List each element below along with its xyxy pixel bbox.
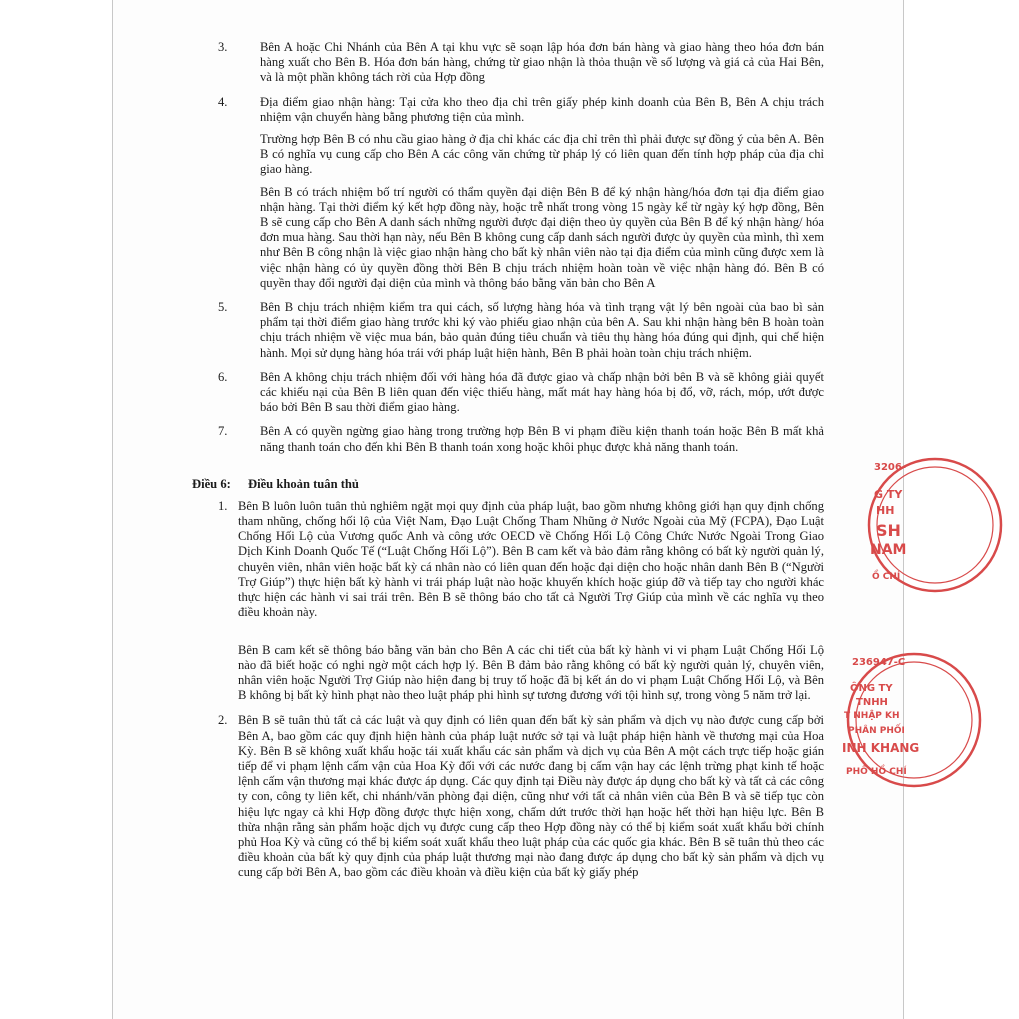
article-title: Điều khoản tuân thủ: [248, 476, 359, 491]
delivery-item-paragraph: Bên B có trách nhiệm bố trí người có thẩm quyền đại diện Bên B để ký nhận hàng/hóa đơn tại địa điểm giao nhận hàng. Tại thời điểm ký kết hợp đồng này, hoặc trễ nhất trong vòng 15 ngày kể từ ngày ký hợp đồng, Bên B sẽ cung cấp cho Bên A danh sách những người được đại diện theo ủy quyền của Bên B để ký nhận hàng/ hóa đơn mua hàng. Sau thời hạn này, nếu Bên B không cung cấp danh sách người được ủy quyền của mình, thì xem như Bên B công nhận là việc giao nhận hàng cho bất kỳ nhân viên nào tại địa điểm của mình cũng được xem là việc nhận hàng có ủy quyền đồng thời Bên B chịu trách nhiệm hoàn toàn về việc nhận hàng đó. Bên B có quyền thay đổi người đại diện của mình và thông báo bằng văn bản cho Bên A: [260, 184, 824, 290]
delivery-item-paragraph: Địa điểm giao nhận hàng: Tại cửa kho theo địa chỉ trên giấy phép kinh doanh của Bên B, Bên A chịu trách nhiệm vận chuyển hàng bằng phương tiện của mình.: [260, 94, 824, 124]
compliance-clause-paragraph: Bên B luôn luôn tuân thủ nghiêm ngặt mọi quy định của pháp luật, bao gồm nhưng không giới hạn quy định chống tham nhũng, chống hối lộ của Việt Nam, Đạo Luật Chống Tham Nhũng ở Nước Ngoài của Mỹ (FCPA), Đạo Luật Chống Hối Lộ của Vương quốc Anh và công ước OECD về Chống Hối Lộ Công Chức Nước Ngoài Trong Giao Dịch Kinh Doanh Quốc Tế (“Luật Chống Hối Lộ”). Bên B cam kết và bảo đảm rằng không có bất kỳ người quản lý, chuyên viên, nhân viên hoặc bất kỳ cá nhân nào có liên quan đến hoặc đại diện cho hoặc nhân danh Bên B (“Người Trợ Giúp”) thực hiện bất kỳ hành vi trái pháp luật nào hoặc khuyến khích hoặc giúp đỡ và tiếp tay cho người khác thực hiện các hành vi sai trái trên. Bên B sẽ thông báo cho tất cả Người Trợ Giúp của mình về các nghĩa vụ theo điều khoản này.: [238, 498, 824, 620]
seal-text: NAM: [870, 542, 907, 558]
seal-text: 3206-: [874, 462, 906, 473]
compliance-clause-number: 2.: [218, 713, 228, 728]
seal-text: INH KHANG: [842, 741, 920, 755]
company-seal-partial-1: [860, 455, 908, 595]
article-heading: [192, 477, 824, 493]
delivery-item-number: 6.: [218, 369, 228, 384]
delivery-item-paragraph: Bên A có quyền ngừng giao hàng trong trường hợp Bên B vi phạm điều kiện thanh toán hoặc Bên B mất khả năng thanh toán cho đến khi Bên B thanh toán xong hoặc khôi phục được khả năng thanh toán.: [260, 424, 824, 454]
seal-text: SH: [876, 521, 901, 540]
delivery-items-list: [192, 40, 824, 455]
seal-text: TNHH: [856, 697, 888, 708]
seal-text: PHÂN PHỐI: [848, 726, 905, 736]
delivery-item-1: [192, 40, 824, 86]
compliance-clauses-list: [192, 499, 824, 881]
delivery-item-paragraph: Trường hợp Bên B có nhu cầu giao hàng ở địa chỉ khác các địa chỉ trên thì phải được sự đồng ý của bên A. Bên B có nghĩa vụ cung cấp cho Bên A các công văn chứng từ pháp lý có liên quan đến tính hợp pháp của địa chỉ giao hàng.: [260, 132, 824, 177]
delivery-item-number: 4.: [218, 94, 228, 109]
document-content: [192, 40, 824, 891]
seal-text: G TY: [874, 488, 903, 501]
compliance-clause-1: [192, 499, 824, 703]
company-seal-partial-2: [836, 650, 920, 790]
delivery-item-paragraph: Bên B chịu trách nhiệm kiểm tra qui cách, số lượng hàng hóa và tình trạng vật lý bên ngoài của bao bì sản phẩm tại thời điểm giao hàng trước khi ký vào phiếu giao nhận của bên A. Sau khi nhận hàng bên B hoàn toàn chịu trách nhiệm về việc mua bán, bảo quản đúng tiêu chuẩn và tiêu thụ hàng hóa đúng qui định, qui chế hiện hành. Mọi sử dụng hàng hóa trái với pháp luật hiện hành, Bên B phải hoàn toàn chịu trách nhiệm.: [260, 300, 824, 360]
delivery-item-5: [192, 424, 824, 454]
seal-text: HH: [876, 504, 895, 517]
compliance-clause-paragraph: Bên B cam kết sẽ thông báo bằng văn bản cho Bên A các chi tiết của bất kỳ hành vi vi phạm Luật Chống Hối Lộ nào đã biết hoặc có nghi ngờ một cách hợp lý. Bên B đảm bảo rằng không có bất kỳ người quản lý, chuyên viên, nhân viên hoặc Người Trợ Giúp nào hiện đang bị truy tố hoặc đã bị kết án do vi phạm Luật Chống Hối Lộ, và Bên B không bị bất kỳ hình phạt nào theo luật pháp phi hình sự tương đương với tội hình sự, trong vòng 5 năm trở lại.: [238, 642, 824, 703]
seal-text: ÔNG TY: [850, 683, 893, 694]
delivery-item-number: 5.: [218, 300, 228, 315]
seal-text: Ồ CHÍ: [872, 572, 901, 582]
seal-text: PHỐ HỒ CHÍ: [846, 767, 907, 777]
delivery-item-number: 3.: [218, 40, 228, 54]
seal-text: 236947-C: [852, 657, 906, 668]
delivery-item-number: 7.: [218, 424, 228, 439]
compliance-clause-number: 1.: [218, 498, 228, 513]
seal-text: T NHẬP KH: [844, 711, 900, 721]
delivery-item-2: [192, 95, 824, 291]
delivery-item-paragraph: Bên A hoặc Chi Nhánh của Bên A tại khu vực sẽ soạn lập hóa đơn bán hàng và giao hàng theo hóa đơn bán hàng xuất cho Bên B. Hóa đơn bán hàng, chứng từ giao nhận là thỏa thuận về số lượng và giá cả của Hai Bên, và là một phần không tách rời của Hợp đồng: [260, 40, 824, 85]
article-number: Điều 6:: [192, 476, 231, 491]
delivery-item-paragraph: Bên A không chịu trách nhiệm đối với hàng hóa đã được giao và chấp nhận bởi bên B và sẽ không giải quyết các khiếu nại của Bên B liên quan đến việc thiếu hàng, mất mát hay hàng hóa bị đổ, vỡ, rách, móp, ướt được báo bởi Bên B sau thời điểm giao hàng.: [260, 369, 824, 415]
compliance-clause-paragraph: Bên B sẽ tuân thủ tất cả các luật và quy định có liên quan đến bất kỳ sản phẩm và dịch vụ nào được cung cấp bởi Bên A, bao gồm các quy định hiện hành của pháp luật nước sở tại và luật pháp hiện hành về thương mại của Hoa Kỳ. Bên B sẽ không xuất khẩu hoặc tái xuất khẩu các sản phẩm và dịch vụ của Bên A một cách trực tiếp hoặc gián tiếp để vi phạm lệnh cấm vận của Hoa Kỳ đối với các nước đang bị cấm vận hay các lệnh trừng phạt kinh tế hoặc lệnh cấm vận thương mại khác được áp dụng. Các quy định tại Điều này được áp dụng cho bất kỳ và tất cả các công ty con, công ty liên kết, chi nhánh/văn phòng đại diện, cũng như với tất cả nhân viên của Bên B và sẽ tiếp tục còn hiệu lực ngay cả khi Hợp đồng được thực hiện xong, chấm dứt trước thời hạn hoặc hết thời hạn hiệu lực. Bên B thừa nhận rằng sản phẩm hoặc dịch vụ được cung cấp theo Hợp đồng này có thể bị kiểm soát xuất khẩu bởi chính phủ Hoa Kỳ và cũng có thể bị kiểm soát xuất khẩu theo luật pháp của các quốc gia khác. Bên B sẽ tuân thủ theo các điều khoản của bất kỳ quy định của pháp luật thương mại nào đang được áp dụng cho bất kỳ sản phẩm và dịch vụ cung cấp bởi Bên A, bao gồm các điều khoản và điều kiện của bất kỳ giấy phép: [238, 713, 824, 880]
compliance-clause-2: [192, 713, 824, 880]
delivery-item-3: [192, 300, 824, 361]
delivery-item-4: [192, 370, 824, 416]
